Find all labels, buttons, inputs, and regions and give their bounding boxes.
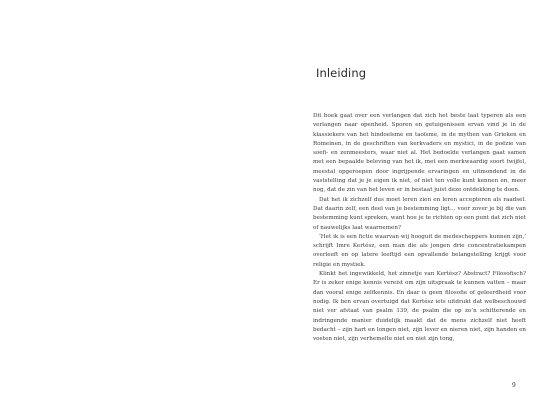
paragraph-4: Klinkt het ingewikkeld, het zinnetje van Kertész? Abstract? Filosofisch? Er is zeker enige kennis vereist om zijn uitspraak te kunnen vatten – maar dan vooral enige zelfkennis. En daar is geen filosofie of geleerdheid voor nodig. Ik ben ervan overtuigd dat Kertész iets uitdrukt dat welbeschouwd niet ver afstaat van psalm 139, de psalm die op zo’n schitterende en indringende manier duidelijk maakt dat de mens zichzelf niet heeft bedacht – zijn hart en longen niet, zijn lever en nieren niet, zijn handen en voeten niet, zijn verhemelte niet en niet zijn tong, xyxy=(313,271,526,343)
paragraph-1: Dit boek gaat over een verlangen dat zich het beste laat typeren als een verlangen naar openheid. Sporen en getuigenissen ervan vind je in de klassiekers van het hindoeïsme en taoïsme, in de mythen van Grieken en Romeinen, in de geschriften van kerkvaders en mystici, in de poëzie van soefi- en zenmeesters, waar niet al. Het bedoelde verlangen gaat samen met een bepaalde beleving van het ik, met een merkwaardig soort twijfel, meestal opgeroepen door ingrijpende ervaringen en uitmondend in de vaststelling dat je je eigen ik niet, of niet ten volle kunt kennen en, meer nog, dat de zin van het leven er in bestaat juist deze ontdekking te doen. xyxy=(313,113,526,194)
paragraph-2: Dat het ik zichzelf dus moet leren zien en leren accepteren als raadsel. Dat daarin zelf, een deel van je bestemming ligt… voor zover je bij die van bestemming kunt spreken, want hoe je te richten op een punt dat zich niet of nauwelijks laat waarnemen? xyxy=(313,196,526,231)
chapter-title: Inleiding xyxy=(316,66,367,80)
page-number: 9 xyxy=(512,382,516,389)
paragraph-3: ‘Het ik is een fictie waarvan wij hooguit de medescheppers kunnen zijn,’ schrijft Imre Kertész, een man die als jongen drie concentratiekampen overleeft en op latere leeftijd een opvallende belangstelling krijgt voor religie en mystiek. xyxy=(313,233,526,268)
chapter-body xyxy=(313,112,526,344)
